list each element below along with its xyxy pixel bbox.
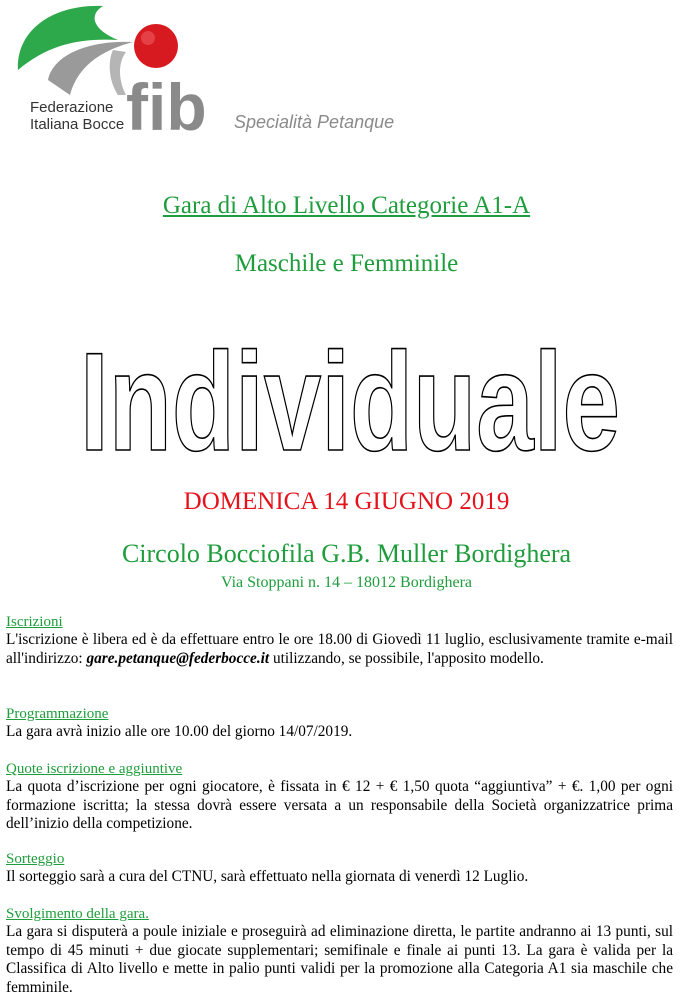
section-heading: Programmazione [6,706,109,722]
section-sorteggio [6,850,673,887]
event-date: DOMENICA 14 GIUGNO 2019 [183,488,510,515]
section-heading: Svolgimento della gara. [6,906,149,922]
fib-letters: fib [126,70,207,140]
email-link[interactable]: gare.petanque@federbocce.it [86,649,270,667]
event-subtitle: Maschile e Femminile [234,250,459,277]
specialty-label: Specialità Petanque [234,112,395,132]
org-line-2: Italiana Bocce [30,116,125,133]
section-text: Il sorteggio sarà a cura del CTNU, sarà effettuato nella giornata di venerdì 12 Luglio. [6,868,529,885]
event-venue: Circolo Bocciofila G.B. Muller Bordighera [121,539,572,568]
org-line-1: Federazione [30,99,114,116]
section-text: La quota d’iscrizione per ogni giocatore, è fissata in € 12 + € 1,50 quota “aggiuntiva” + €. 1,00 per ogni formazione iscritta; la stessa dovrà essere versata a un responsabile della Società organizzatrice prima dell’inizio della competizione. [6,778,673,832]
section-heading: Quote iscrizione e aggiuntive [6,761,183,777]
section-heading: Iscrizioni [6,614,63,630]
format-text: Individuale [80,330,620,460]
format-outline-title [70,330,630,460]
section-programmazione [6,705,673,742]
section-svolgimento [6,905,673,997]
section-quote [6,760,673,834]
event-title: Gara di Alto Livello Categorie A1-A [162,192,531,219]
section-iscrizioni [6,613,673,668]
event-address: Via Stoppani n. 14 – 18012 Bordighera [220,574,472,591]
fib-logo [8,0,428,140]
red-ball-icon [134,24,178,68]
section-text: L'iscrizione è libera ed è da effettuare entro le ore 18.00 di Giovedì 11 luglio, esclusivamente tramite e-mail all'indirizzo: gare.petanque@federbocce.it utilizzando, se possibile, l'apposito modello. [6,631,673,667]
section-heading: Sorteggio [6,851,65,867]
section-text: La gara si disputerà a poule iniziale e proseguirà ad eliminazione diretta, le partite andranno ai 13 punti, sul tempo di 45 minuti + due giocate supplementari; semifinale e finale ai punti 13. La gara è valida per la Classifica di Alto livello e mette in palio punti validi per la promozione alla Categoria A1 sia maschile che femminile. [6,923,673,996]
section-text: La gara avrà inizio alle ore 10.00 del giorno 14/07/2019. [6,723,353,740]
